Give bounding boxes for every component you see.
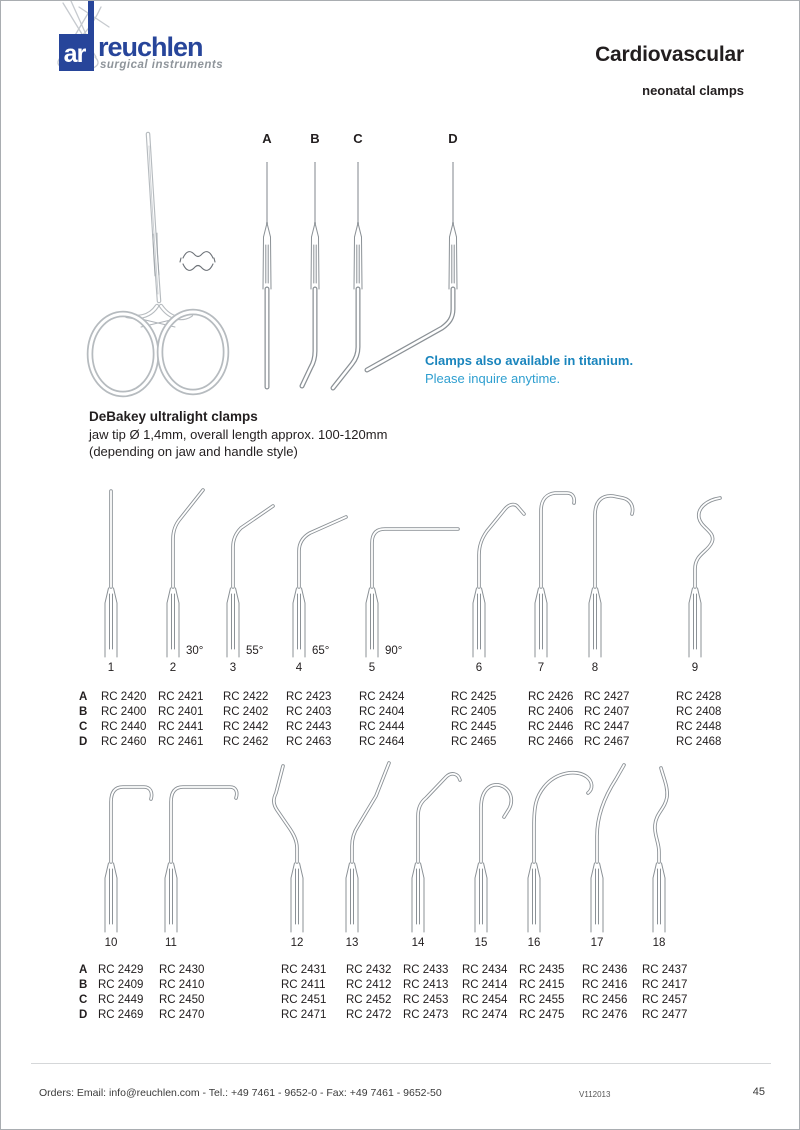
catalog-code-cell: RC 2410: [159, 979, 205, 991]
product-name: DeBakey ultralight clamps: [89, 409, 258, 424]
catalog-code-cell: RC 2436: [582, 964, 628, 976]
table-row-label-C: C: [79, 721, 88, 733]
catalog-code-cell: RC 2423: [286, 691, 332, 703]
catalog-code-cell: RC 2405: [451, 706, 497, 718]
catalog-code-cell: RC 2456: [582, 994, 628, 1006]
handle-style-label-D: D: [448, 131, 458, 146]
footer-contact: Orders: Email: info@reuchlen.com - Tel.: +49 7461 - 9652-0 - Fax: +49 7461 - 9652-50: [39, 1087, 442, 1099]
logo-mark: [59, 34, 90, 71]
catalog-code-cell: RC 2404: [359, 706, 405, 718]
catalog-code-cell: RC 2465: [451, 736, 497, 748]
tip-illustration-9: [595, 481, 795, 659]
logo-tagline: surgical instruments: [100, 59, 224, 71]
catalog-code-cell: RC 2473: [403, 1009, 449, 1021]
jaw-number-label-15: 15: [474, 937, 488, 949]
catalog-code-cell: RC 2464: [359, 736, 405, 748]
catalog-code-cell: RC 2426: [528, 691, 574, 703]
jaw-number-label-14: 14: [411, 937, 425, 949]
catalog-code-cell: RC 2453: [403, 994, 449, 1006]
table-row-label-A: A: [79, 964, 88, 976]
catalog-code-cell: RC 2447: [584, 721, 630, 733]
catalog-code-cell: RC 2463: [286, 736, 332, 748]
catalog-code-cell: RC 2443: [286, 721, 332, 733]
catalog-code-cell: RC 2415: [519, 979, 565, 991]
handle-style-label-B: B: [310, 131, 320, 146]
catalog-code-cell: RC 2421: [158, 691, 204, 703]
catalog-code-cell: RC 2413: [403, 979, 449, 991]
catalog-code-cell: RC 2468: [676, 736, 722, 748]
catalog-code-cell: RC 2471: [281, 1009, 327, 1021]
catalog-code-cell: RC 2429: [98, 964, 144, 976]
table-row-label-C: C: [79, 994, 88, 1006]
product-note: (depending on jaw and handle style): [89, 444, 298, 459]
catalog-code-cell: RC 2407: [584, 706, 630, 718]
catalog-code-cell: RC 2430: [159, 964, 205, 976]
jaw-number-label-3: 3: [229, 662, 237, 674]
handle-style-label-A: A: [262, 131, 272, 146]
logo-name: reuchlen: [98, 32, 203, 62]
catalog-code-cell: RC 2466: [528, 736, 574, 748]
jaw-number-label-12: 12: [290, 937, 304, 949]
jaw-angle-label-2: 30°: [186, 645, 204, 657]
catalog-code-cell: RC 2454: [462, 994, 508, 1006]
jaw-angle-label-3: 55°: [246, 645, 264, 657]
jaw-number-label-2: 2: [169, 662, 177, 674]
table-row-label-D: D: [79, 1009, 88, 1021]
table-row-label-B: B: [79, 706, 88, 718]
jaw-number-label-5: 5: [368, 662, 376, 674]
table-row-label-A: A: [79, 691, 88, 703]
jaw-number-label-8: 8: [591, 662, 599, 674]
catalog-code-cell: RC 2477: [642, 1009, 688, 1021]
titanium-note-bold: Clamps also available in titanium.: [425, 353, 634, 368]
jaw-number-label-13: 13: [345, 937, 359, 949]
jaw-number-label-4: 4: [295, 662, 303, 674]
catalog-code-cell: RC 2457: [642, 994, 688, 1006]
catalog-code-cell: RC 2425: [451, 691, 497, 703]
catalog-code-cell: RC 2416: [582, 979, 628, 991]
jaw-number-label-1: 1: [107, 662, 115, 674]
catalog-code-cell: RC 2475: [519, 1009, 565, 1021]
footer-page-number: 45: [752, 1086, 765, 1098]
catalog-code-cell: RC 2403: [286, 706, 332, 718]
catalog-code-cell: RC 2427: [584, 691, 630, 703]
catalog-code-cell: RC 2432: [346, 964, 392, 976]
catalog-code-cell: RC 2411: [281, 979, 326, 991]
jaw-number-label-9: 9: [691, 662, 699, 674]
catalog-code-cell: RC 2434: [462, 964, 508, 976]
catalog-code-cell: RC 2414: [462, 979, 508, 991]
catalog-code-cell: RC 2452: [346, 994, 392, 1006]
catalog-code-cell: RC 2441: [158, 721, 204, 733]
catalog-code-cell: RC 2467: [584, 736, 630, 748]
catalog-code-cell: RC 2455: [519, 994, 565, 1006]
catalog-code-cell: RC 2451: [281, 994, 327, 1006]
jaw-angle-label-4: 65°: [312, 645, 330, 657]
catalog-code-cell: RC 2437: [642, 964, 688, 976]
catalog-code-cell: RC 2406: [528, 706, 574, 718]
catalog-code-cell: RC 2450: [159, 994, 205, 1006]
jaw-number-label-6: 6: [475, 662, 483, 674]
catalog-code-cell: RC 2433: [403, 964, 449, 976]
catalog-code-cell: RC 2440: [101, 721, 147, 733]
catalog-code-cell: RC 2469: [98, 1009, 144, 1021]
handle-style-label-C: C: [353, 131, 363, 146]
catalog-code-cell: RC 2435: [519, 964, 565, 976]
catalog-code-cell: RC 2431: [281, 964, 327, 976]
catalog-code-cell: RC 2401: [158, 706, 204, 718]
catalog-code-cell: RC 2402: [223, 706, 269, 718]
jaw-number-label-17: 17: [590, 937, 604, 949]
page-title: Cardiovascular: [595, 43, 744, 66]
catalog-code-cell: RC 2428: [676, 691, 722, 703]
catalog-code-cell: RC 2412: [346, 979, 392, 991]
tip-illustration-18: [559, 756, 759, 934]
catalog-code-cell: RC 2400: [101, 706, 147, 718]
table-row-label-D: D: [79, 736, 88, 748]
catalog-code-cell: RC 2444: [359, 721, 405, 733]
catalog-code-cell: RC 2409: [98, 979, 144, 991]
catalog-code-cell: RC 2460: [101, 736, 147, 748]
footer-version: V112013: [579, 1090, 611, 1099]
catalog-code-cell: RC 2462: [223, 736, 269, 748]
handle-style-illustration-D: [393, 157, 513, 397]
catalog-code-cell: RC 2476: [582, 1009, 628, 1021]
page-subtitle: neonatal clamps: [642, 83, 744, 98]
titanium-note: Please inquire anytime.: [425, 371, 561, 386]
catalog-code-cell: RC 2445: [451, 721, 497, 733]
catalog-code-cell: RC 2448: [676, 721, 722, 733]
table-row-label-B: B: [79, 979, 88, 991]
jaw-number-label-10: 10: [104, 937, 118, 949]
catalog-code-cell: RC 2442: [223, 721, 269, 733]
catalog-code-cell: RC 2408: [676, 706, 722, 718]
catalog-code-cell: RC 2422: [223, 691, 269, 703]
product-spec: jaw tip Ø 1,4mm, overall length approx. 100-120mm: [89, 427, 388, 442]
footer-rule: [31, 1063, 771, 1064]
catalog-code-cell: RC 2472: [346, 1009, 392, 1021]
catalog-code-cell: RC 2449: [98, 994, 144, 1006]
catalog-code-cell: RC 2461: [158, 736, 204, 748]
jaw-number-label-11: 11: [165, 937, 177, 949]
jaw-number-label-7: 7: [537, 662, 545, 674]
jaw-angle-label-5: 90°: [385, 645, 403, 657]
catalog-code-cell: RC 2446: [528, 721, 574, 733]
logo-mark-text: ar: [63, 40, 86, 68]
catalog-code-cell: RC 2424: [359, 691, 405, 703]
jaw-number-label-18: 18: [652, 937, 666, 949]
catalog-code-cell: RC 2470: [159, 1009, 205, 1021]
catalog-code-cell: RC 2420: [101, 691, 147, 703]
catalog-code-cell: RC 2417: [642, 979, 688, 991]
jaw-number-label-16: 16: [527, 937, 541, 949]
catalog-code-cell: RC 2474: [462, 1009, 508, 1021]
